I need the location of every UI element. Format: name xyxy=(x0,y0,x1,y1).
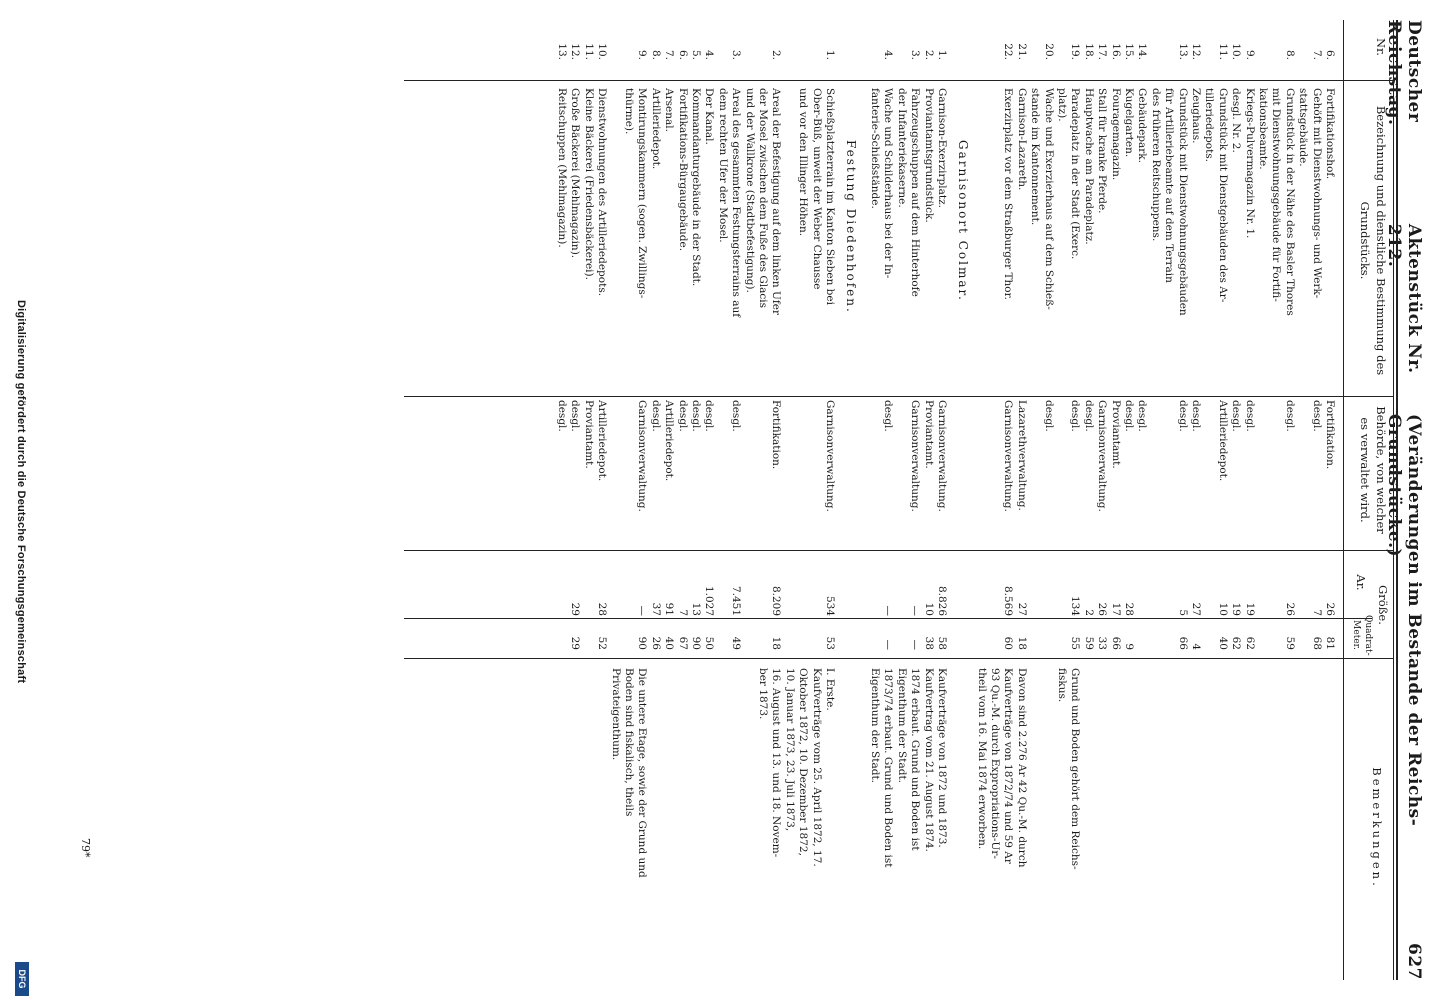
row-area-qm: 68 xyxy=(1310,636,1323,650)
row-number: 4. xyxy=(703,49,716,60)
row-area-qm: 38 xyxy=(922,636,935,650)
table-row xyxy=(1202,0,1215,1000)
row-number: 12. xyxy=(569,43,582,60)
row-authority: desgl. xyxy=(1283,400,1296,432)
table-row xyxy=(1323,0,1336,1000)
row-authority: Artilleriedepot. xyxy=(596,400,609,482)
row-number: 9. xyxy=(1243,49,1256,60)
row-number: 11. xyxy=(1216,43,1229,60)
row-remark: Kaufverträge von 1872 und 1873. xyxy=(936,668,948,848)
row-description: Schießplatzterrain im Kanton Sieben bei xyxy=(824,88,836,305)
row-description: kationsbeamte. xyxy=(1257,88,1269,170)
row-authority: desgl. xyxy=(1136,400,1149,432)
row-area-qm: 29 xyxy=(569,636,582,650)
row-area-qm: 59 xyxy=(1082,636,1095,650)
row-area-qm: 62 xyxy=(1230,636,1243,650)
table-row xyxy=(1269,0,1282,1000)
table-row xyxy=(783,0,796,1000)
row-authority: desgl. xyxy=(1190,400,1202,432)
row-area-ar: 19 xyxy=(1243,602,1256,616)
table-row xyxy=(810,0,823,1000)
table-row xyxy=(935,0,948,1000)
table-row xyxy=(568,0,581,1000)
row-area-ar: 534 xyxy=(824,595,836,616)
row-authority: desgl. xyxy=(1176,400,1189,432)
row-area-qm: 81 xyxy=(1324,636,1336,650)
header-rule-thin xyxy=(1393,20,1394,980)
table-row xyxy=(1162,0,1175,1000)
table-row xyxy=(1216,0,1229,1000)
row-description: der Infanteriekaserne. xyxy=(895,88,908,208)
table-row xyxy=(595,0,608,1000)
row-number: 3. xyxy=(909,49,922,60)
row-area-qm: — xyxy=(882,639,895,650)
row-description: Grundstück in der Nähe des Basler Thores xyxy=(1283,88,1296,316)
row-description: Artilleriedepot. xyxy=(649,88,662,170)
row-remark: Boden sind fiskalisch, theils xyxy=(623,668,635,817)
row-area-ar: 1.027 xyxy=(703,585,716,616)
row-authority: Garnisonverwaltung. xyxy=(1002,400,1015,512)
row-description: Wache und Schilderhaus bei der In- xyxy=(882,88,895,279)
row-remark: Grund und Boden gehört dem Reichs- xyxy=(1069,668,1082,870)
col-head-qm: Quadrat-Meter. xyxy=(1350,615,1373,656)
row-area-ar: 8.569 xyxy=(1002,585,1015,616)
page-mark: 79* xyxy=(79,838,92,858)
table-row xyxy=(1028,0,1041,1000)
row-description: Große Bäckerei (Mehlmagazin). xyxy=(569,88,582,259)
row-description: dem rechten Ufer der Mosel. xyxy=(716,88,729,243)
row-authority: desgl. xyxy=(1082,400,1095,432)
table-row xyxy=(756,0,769,1000)
table-row xyxy=(609,0,622,1000)
table-row xyxy=(582,0,595,1000)
col-head-nr: Nr. xyxy=(1374,38,1388,56)
row-number: 22. xyxy=(1002,43,1015,60)
row-number: 14. xyxy=(1136,43,1149,60)
row-authority: desgl. xyxy=(703,400,716,432)
row-description: Kleine Bäckerei (Friedensbäckerei). xyxy=(582,88,595,280)
row-remark: ber 1873. xyxy=(757,668,769,720)
row-remark: Eigenthum der Stadt. xyxy=(895,668,908,784)
row-authority: desgl. xyxy=(690,400,702,432)
table-row xyxy=(1055,0,1068,1000)
row-area-qm: 60 xyxy=(1002,636,1015,650)
table-row xyxy=(743,0,756,1000)
row-area-ar: 134 xyxy=(1069,595,1082,616)
row-area-ar: — xyxy=(882,605,895,616)
row-area-ar: 26 xyxy=(1096,602,1109,616)
row-number: 9. xyxy=(636,49,649,60)
row-area-ar: 8.826 xyxy=(936,585,948,616)
row-area-ar: 10 xyxy=(922,602,935,616)
row-number: 2. xyxy=(922,49,935,60)
row-authority: Proviantamt. xyxy=(582,400,595,469)
row-remark: Kaufverträge von 1872/74 und 59 Ar xyxy=(1002,668,1015,864)
row-area-ar: 13 xyxy=(690,602,702,616)
row-number: 1. xyxy=(936,49,948,60)
row-area-qm: — xyxy=(909,639,922,650)
row-remark: 16. August und 13. und 18. Novem- xyxy=(770,668,783,858)
row-area-qm: 66 xyxy=(1176,636,1189,650)
row-authority: desgl. xyxy=(1310,400,1323,432)
row-number: 1. xyxy=(824,49,836,60)
row-number: 7. xyxy=(1310,49,1323,60)
table-row xyxy=(881,0,894,1000)
row-description: tilleriedepots. xyxy=(1203,88,1216,163)
row-area-ar: 28 xyxy=(596,602,609,616)
row-area-ar: 17 xyxy=(1109,602,1122,616)
row-area-qm: 40 xyxy=(1216,636,1229,650)
row-remark: Oktober 1872, 10. Dezember 1872, xyxy=(797,668,810,856)
row-number: 8. xyxy=(1283,49,1296,60)
col-head-ar: Ar. xyxy=(1354,574,1368,591)
header-right: (Veränderungen im Bestande der Reichs-Grundstücke.) xyxy=(1384,413,1424,827)
row-area-ar: 10 xyxy=(1216,602,1229,616)
header-center: Aktenstück Nr. 212. xyxy=(1384,223,1424,374)
row-area-ar: 27 xyxy=(1015,602,1028,616)
row-area-qm: 40 xyxy=(663,636,676,650)
row-authority: Proviantamt. xyxy=(1109,400,1122,469)
row-authority: Fortifikation. xyxy=(770,400,783,470)
column-head-rule xyxy=(1343,20,1344,980)
row-number: 21. xyxy=(1015,43,1028,60)
table-row xyxy=(895,0,908,1000)
row-authority: desgl. xyxy=(569,400,582,432)
row-number: 8. xyxy=(649,49,662,60)
row-area-ar: 29 xyxy=(569,602,582,616)
row-area-qm: 4 xyxy=(1190,643,1202,650)
col-head-desc: Bezeichnung und dienstliche Bestimmung des Grundstücks. xyxy=(1358,105,1388,376)
row-area-ar: 7.451 xyxy=(730,585,743,616)
row-description: für Artilleriebeamte auf dem Terrain xyxy=(1163,88,1176,283)
row-description: mit Dienstwohnungsgebäude für Fortifi- xyxy=(1270,88,1283,302)
page-number: 627 xyxy=(1404,942,1424,980)
row-remark: I. Erste. xyxy=(824,668,836,711)
row-authority: desgl. xyxy=(1243,400,1256,432)
row-area-ar: 27 xyxy=(1190,602,1202,616)
row-area-qm: 18 xyxy=(770,636,783,650)
row-authority: Fortifikation. xyxy=(1324,400,1336,470)
row-authority: Garnisonverwaltung. xyxy=(1096,400,1109,512)
row-number: 10. xyxy=(1230,43,1243,60)
row-remark: fiskus. xyxy=(1056,668,1068,703)
table-row xyxy=(908,0,921,1000)
table-row xyxy=(635,0,648,1000)
row-number: 2. xyxy=(770,49,783,60)
row-area-ar: 28 xyxy=(1123,602,1135,616)
row-remark: Die untere Etage, sowie der Grund und xyxy=(636,668,649,878)
table-row xyxy=(988,0,1001,1000)
row-description: Paradeplatz in der Stadt (Exerc. xyxy=(1069,88,1082,260)
col-head-size: Größe. xyxy=(1376,585,1390,625)
table-row xyxy=(1042,0,1055,1000)
row-description: Gehöft mit Dienstwohnungs- und Werk- xyxy=(1310,88,1323,299)
page-header xyxy=(1384,20,1424,980)
row-authority: Garnisonverwaltung. xyxy=(636,400,649,512)
header-rule xyxy=(1396,20,1398,980)
row-area-ar: 37 xyxy=(649,602,662,616)
row-description: Fortifikations-Bürgaugebäude. xyxy=(676,88,689,252)
table-row xyxy=(1135,0,1148,1000)
table-row xyxy=(689,0,702,1000)
row-number: 6. xyxy=(676,49,689,60)
row-area-qm: 59 xyxy=(1283,636,1296,650)
row-area-ar: — xyxy=(909,605,922,616)
row-area-qm: 26 xyxy=(649,636,662,650)
row-description: platz). xyxy=(1056,88,1068,122)
row-area-ar: 8.209 xyxy=(770,585,783,616)
row-area-qm: 53 xyxy=(824,636,836,650)
row-number: 15. xyxy=(1123,43,1135,60)
row-authority: desgl. xyxy=(676,400,689,432)
row-area-ar: 19 xyxy=(1230,602,1243,616)
row-remark: theil vom 16. Mai 1874 erworben. xyxy=(975,668,988,850)
row-description: Kommandanturgebäude in der Stadt. xyxy=(690,88,702,287)
row-number: 19. xyxy=(1069,43,1082,60)
row-area-qm: 90 xyxy=(636,636,649,650)
row-description: Zeughaus. xyxy=(1190,88,1202,144)
row-description: Montirungskammern (sogen. Zwillings- xyxy=(636,88,649,299)
row-number: 5. xyxy=(690,49,702,60)
table-row xyxy=(555,0,568,1000)
row-authority: desgl. xyxy=(556,400,568,432)
row-description: stattsgebäude. xyxy=(1297,88,1310,167)
row-number: 17. xyxy=(1096,43,1109,60)
row-authority: desgl. xyxy=(1230,400,1243,432)
table-row xyxy=(1243,0,1256,1000)
row-description: Kriegs-Pulvermagazin Nr. 1. xyxy=(1243,88,1256,239)
row-number: 13. xyxy=(1176,43,1189,60)
row-area-ar: 26 xyxy=(1283,602,1296,616)
table-row xyxy=(1283,0,1296,1000)
table-row xyxy=(1176,0,1189,1000)
row-description: Stall für kranke Pferde. xyxy=(1096,88,1109,214)
row-area-ar: 7 xyxy=(676,609,689,616)
row-authority: Garnisonverwaltung. xyxy=(909,400,922,512)
row-description: der Mosel zwischen dem Fuße des Glacis xyxy=(757,88,769,309)
row-description: Fortifikationshof. xyxy=(1324,88,1336,180)
table-row xyxy=(1015,0,1028,1000)
row-remark: Davon sind 2.276 Ar 42 Qu.-M. durch xyxy=(1015,668,1028,868)
row-area-qm: 66 xyxy=(1109,636,1122,650)
row-area-ar: 91 xyxy=(663,602,676,616)
row-area-ar: 7 xyxy=(1310,609,1323,616)
row-area-qm: 62 xyxy=(1243,636,1256,650)
row-description: fanterie-Schießstände. xyxy=(869,88,881,209)
row-description: Proviantamtsgrundstück. xyxy=(922,88,935,223)
row-area-ar: — xyxy=(636,605,649,616)
table-row xyxy=(1082,0,1095,1000)
row-description: Exerzirplatz vor dem Straßburger Thor. xyxy=(1002,88,1015,300)
row-description: Arsenal. xyxy=(663,88,676,132)
row-area-qm: 58 xyxy=(936,636,948,650)
section-heading-diedenhofen: Festung Diedenhofen. xyxy=(844,140,858,314)
table-row xyxy=(716,0,729,1000)
row-number: 13. xyxy=(556,43,568,60)
row-description: Dienstwohnungen des Artilleriedepots. xyxy=(596,88,609,297)
row-description: Areal der Befestigung auf dem linken Ufer xyxy=(770,88,783,315)
table-row xyxy=(1109,0,1122,1000)
row-authority: desgl. xyxy=(649,400,662,432)
row-remark: 10. Januar 1873, 23. Juli 1873, xyxy=(783,668,796,832)
table-row xyxy=(796,0,809,1000)
row-number: 10. xyxy=(596,43,609,60)
row-area-qm: 33 xyxy=(1096,636,1109,650)
row-remark: 1874 erbaut. Grund und Boden ist xyxy=(909,668,922,851)
table-row xyxy=(622,0,635,1000)
table-row xyxy=(868,0,881,1000)
row-authority: Garnisonverwaltung. xyxy=(824,400,836,512)
table-row xyxy=(1189,0,1202,1000)
row-authority: desgl. xyxy=(1042,400,1055,432)
row-description: Hauptwache am Paradeplatz. xyxy=(1082,88,1095,245)
row-authority: desgl. xyxy=(1123,400,1135,432)
table-row xyxy=(1310,0,1323,1000)
row-remark: Kaufvertrag vom 21. August 1874. xyxy=(922,668,935,852)
row-description: und vor den Illinger Höhen. xyxy=(797,88,810,237)
row-area-ar: 2 xyxy=(1082,609,1095,616)
row-remark: Privateigenthum. xyxy=(609,668,622,761)
row-description: Fouragemagazin. xyxy=(1109,88,1122,181)
row-number: 18. xyxy=(1082,43,1095,60)
row-description: Gebäudepark. xyxy=(1136,88,1149,163)
row-description: Areal des gesammten Festungsterrains auf xyxy=(730,88,743,318)
col-head-auth: Behörde, von welcher es verwaltet wird. xyxy=(1358,406,1388,534)
row-area-qm: 50 xyxy=(703,636,716,650)
row-description: Garnison-Exerzirplatz. xyxy=(936,88,948,208)
row-description: Grundstück mit Dienstwohnungsgebäuden xyxy=(1176,88,1189,316)
dfg-logo: DFG xyxy=(15,962,29,996)
row-description: Der Kanal. xyxy=(703,88,716,145)
section-heading-colmar: Garnisonort Colmar. xyxy=(956,140,970,302)
row-description: und der Wallkrone (Stadtbefestigung). xyxy=(743,88,756,293)
table-row xyxy=(1095,0,1108,1000)
row-area-qm: 67 xyxy=(676,636,689,650)
row-description: Reitschuppen (Mehlmagazin). xyxy=(556,88,568,248)
row-number: 16. xyxy=(1109,43,1122,60)
row-authority: Artilleriedepot. xyxy=(663,400,676,482)
table-row xyxy=(1068,0,1081,1000)
row-description: des früheren Reitschuppens. xyxy=(1149,88,1162,242)
row-number: 12. xyxy=(1190,43,1202,60)
table-row xyxy=(1001,0,1014,1000)
row-remark: 1873/74 erbaut. Grund und Boden ist xyxy=(882,668,895,868)
row-number: 3. xyxy=(730,49,743,60)
row-description: Fahrzeugschuppen auf dem Hinterhofe xyxy=(909,88,922,297)
table-row xyxy=(1256,0,1269,1000)
table-row xyxy=(1122,0,1135,1000)
table-row xyxy=(729,0,742,1000)
table-row xyxy=(662,0,675,1000)
table-row xyxy=(702,0,715,1000)
header-left: Deutscher Reichstag. xyxy=(1384,20,1424,126)
row-description: Wache und Exerzierhaus auf dem Schieß- xyxy=(1042,88,1055,310)
col-head-remarks: Bemerkungen. xyxy=(1370,767,1384,889)
row-area-qm: 18 xyxy=(1015,636,1028,650)
row-authority: Proviantamt. xyxy=(922,400,935,469)
row-authority: Artilleriedepot. xyxy=(1216,400,1229,482)
row-number: 6. xyxy=(1324,49,1336,60)
table-row xyxy=(922,0,935,1000)
row-number: 20. xyxy=(1042,43,1055,60)
row-area-qm: 52 xyxy=(596,636,609,650)
row-remark: 93 Qu.-M. durch Expropriations-Ur- xyxy=(989,668,1001,859)
row-number: 7. xyxy=(663,49,676,60)
row-description: Garnison-Lazareth. xyxy=(1015,88,1028,191)
row-description: stande im Kantonnement. xyxy=(1029,88,1042,226)
table-row xyxy=(769,0,782,1000)
row-area-qm: 9 xyxy=(1123,643,1135,650)
table-row xyxy=(1149,0,1162,1000)
row-area-qm: 90 xyxy=(690,636,702,650)
row-area-qm: 49 xyxy=(730,636,743,650)
table-row xyxy=(975,0,988,1000)
row-remark: Kaufverträge vom 25. April 1872, 17. xyxy=(810,668,823,867)
footer-note: Digitalisierung gefördert durch die Deutsche Forschungsgemeinschaft xyxy=(15,300,27,684)
row-description: Kugelgarten. xyxy=(1123,88,1135,158)
row-authority: desgl. xyxy=(882,400,895,432)
row-authority: Lazarethverwaltung. xyxy=(1015,400,1028,511)
row-number: 11. xyxy=(582,43,595,60)
row-remark: Eigenthum der Stadt. xyxy=(869,668,881,784)
table-row xyxy=(1229,0,1242,1000)
row-authority: desgl. xyxy=(1069,400,1082,432)
row-authority: desgl. xyxy=(730,400,743,432)
table-row xyxy=(649,0,662,1000)
row-description: Ober-Büß, unweit der Weber Chausse xyxy=(810,88,823,290)
table-row xyxy=(676,0,689,1000)
table-row xyxy=(823,0,836,1000)
row-area-ar: 26 xyxy=(1324,602,1336,616)
row-number: 4. xyxy=(882,49,895,60)
row-area-qm: 55 xyxy=(1069,636,1082,650)
row-area-ar: 5 xyxy=(1176,609,1189,616)
row-authority: Garnisonverwaltung. xyxy=(936,400,948,512)
row-description: desgl. Nr. 2. xyxy=(1230,88,1243,153)
table-row xyxy=(1296,0,1309,1000)
row-description: Grundstück mit Dienstgebäuden des Ar- xyxy=(1216,88,1229,303)
row-description: thürme). xyxy=(623,88,635,135)
